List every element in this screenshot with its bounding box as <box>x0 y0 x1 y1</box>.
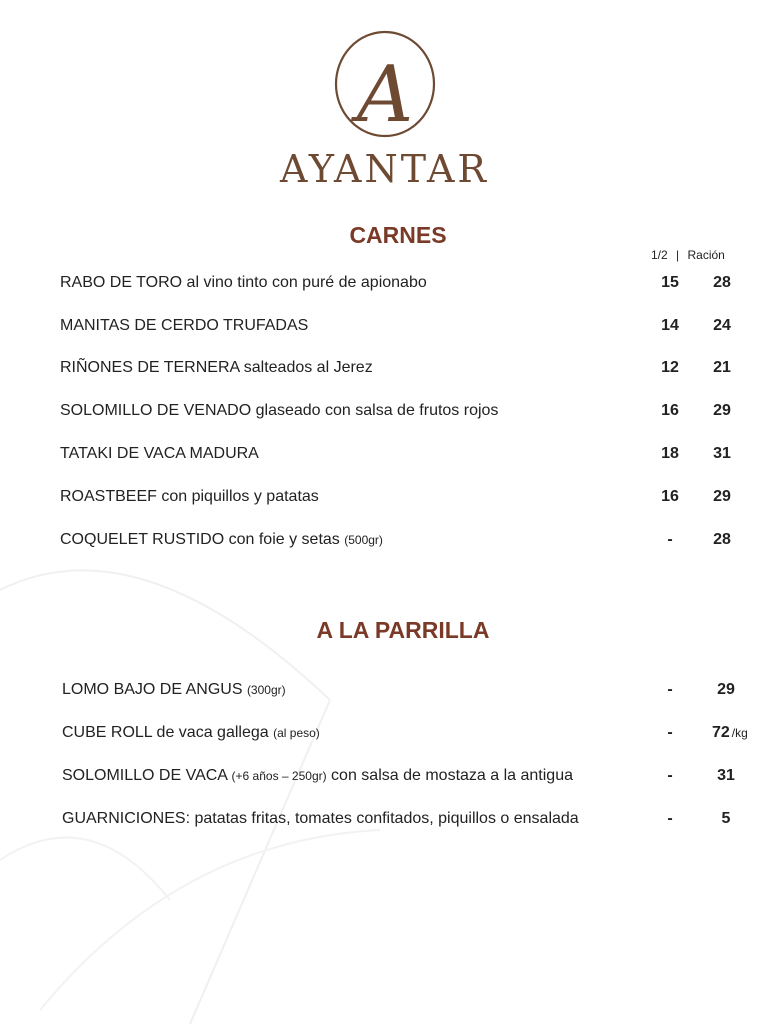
price-full: 24 <box>713 317 731 334</box>
menu-item <box>0 806 769 832</box>
price-half: 15 <box>661 274 679 291</box>
price-full: 28 <box>713 274 731 291</box>
item-description: con piquillos y patatas <box>156 488 319 505</box>
section-title-carnes: CARNES <box>349 222 447 248</box>
menu-item <box>0 677 769 703</box>
section-title-parrilla: A LA PARRILLA <box>316 617 490 643</box>
price-full: 21 <box>713 359 731 376</box>
full-portion-header: Ración <box>687 248 725 262</box>
item-name: RABO DE TORO <box>60 274 183 291</box>
menu-item <box>0 720 769 746</box>
item-name: SOLOMILLO DE VACA <box>62 767 232 784</box>
price-full: 31 <box>717 767 735 784</box>
item-description: patatas fritas, tomates confitados, piquillos o ensalada <box>190 810 579 827</box>
item-name: ROASTBEEF <box>60 488 157 505</box>
menu-item <box>0 270 769 296</box>
price-half: - <box>667 531 673 548</box>
menu-item <box>0 527 769 553</box>
item-name: LOMO BAJO DE ANGUS <box>62 681 247 698</box>
menu-item <box>0 441 769 467</box>
item-description: con salsa de mostaza a la antigua <box>326 767 573 784</box>
price-half: - <box>667 681 673 698</box>
item-note: (500gr) <box>344 533 383 547</box>
price-full: 29 <box>713 402 731 419</box>
menu-item <box>0 355 769 381</box>
menu-item <box>0 484 769 510</box>
item-name: CUBE ROLL <box>62 724 153 741</box>
item-description: con foie y setas <box>224 531 345 548</box>
half-portion-header: 1/2 <box>651 248 668 262</box>
price-half: 16 <box>661 488 679 505</box>
price-half: 14 <box>661 317 679 334</box>
price-column-headers <box>651 248 725 262</box>
price-full: 72 <box>712 724 730 741</box>
item-name: TATAKI DE VACA MADURA <box>60 445 259 462</box>
price-half: 18 <box>661 445 679 462</box>
price-half: 16 <box>661 402 679 419</box>
item-name: RIÑONES DE TERNERA <box>60 359 240 376</box>
price-unit: /kg <box>731 726 748 740</box>
logo-letter: A <box>356 50 414 140</box>
price-half: - <box>667 810 673 827</box>
item-description: salteados al Jerez <box>239 359 373 376</box>
item-description: de vaca gallega <box>152 724 274 741</box>
price-full: 28 <box>713 531 731 548</box>
price-full: 31 <box>713 445 731 462</box>
price-half: - <box>667 767 673 784</box>
brand-name: AYANTAR <box>279 147 490 191</box>
item-description: al vino tinto con puré de apionabo <box>182 274 427 291</box>
menu-item <box>0 763 769 789</box>
logo-emblem <box>333 28 437 146</box>
price-full: 5 <box>721 810 731 827</box>
price-full: 29 <box>717 681 735 698</box>
item-note: (al peso) <box>273 726 320 740</box>
item-note: (300gr) <box>246 683 286 697</box>
price-half: - <box>667 724 673 741</box>
item-name: COQUELET RUSTIDO <box>60 531 225 548</box>
menu-item <box>0 313 769 339</box>
price-half: 12 <box>661 359 679 376</box>
item-name: SOLOMILLO DE VENADO <box>60 402 252 419</box>
column-separator: | <box>676 248 680 262</box>
menu-item <box>0 398 769 424</box>
item-name: GUARNICIONES: <box>62 810 191 827</box>
item-note: (+6 años – 250gr) <box>231 769 327 783</box>
price-full: 29 <box>713 488 731 505</box>
item-description: glaseado con salsa de frutos rojos <box>251 402 499 419</box>
item-name: MANITAS DE CERDO TRUFADAS <box>60 317 309 334</box>
